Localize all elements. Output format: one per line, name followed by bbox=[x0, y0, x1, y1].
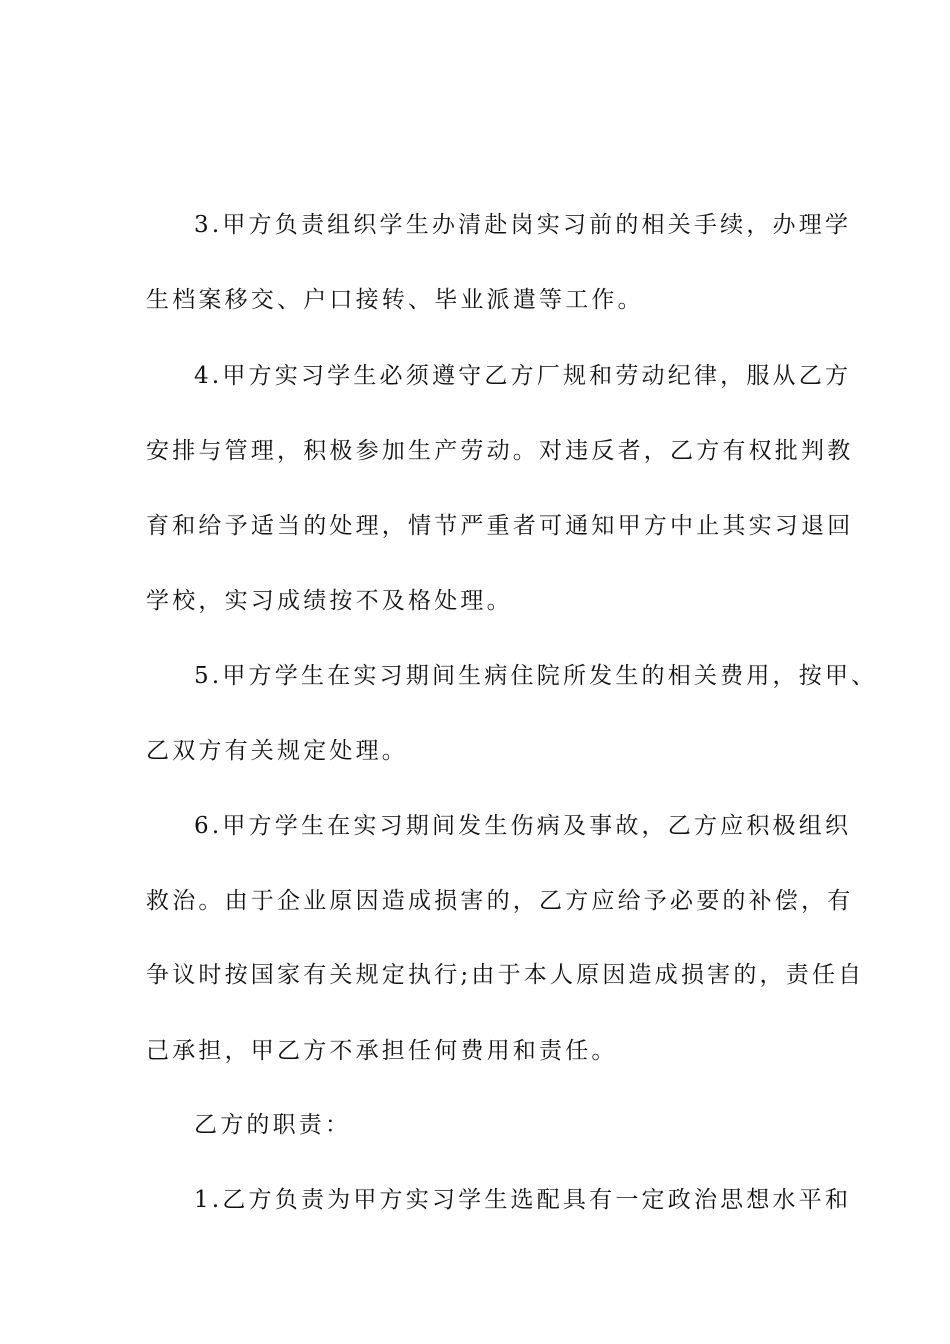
paragraph-3-line-1: 3.甲方负责组织学生办清赴岗实习前的相关手续，办理学 bbox=[194, 212, 852, 238]
paragraph-6-line-2: 救治。由于企业原因造成损害的，乙方应给予必要的补偿，有 bbox=[146, 888, 854, 914]
paragraph-4-line-2: 安排与管理，积极参加生产劳动。对违反者，乙方有权批判教 bbox=[146, 438, 854, 464]
paragraph-6-line-4: 己承担，甲乙方不承担任何费用和责任。 bbox=[146, 1038, 618, 1064]
section-heading: 乙方的职责： bbox=[194, 1112, 352, 1138]
paragraph-5-line-2: 乙双方有关规定处理。 bbox=[146, 738, 408, 764]
paragraph-4-line-4: 学校，实习成绩按不及格处理。 bbox=[146, 588, 513, 614]
paragraph-5-line-1: 5.甲方学生在实习期间生病住院所发生的相关费用，按甲、 bbox=[194, 663, 878, 689]
paragraph-4-line-3: 育和给予适当的处理，情节严重者可通知甲方中止其实习退回 bbox=[146, 513, 854, 539]
paragraph-3-line-2: 生档案移交、户口接转、毕业派遣等工作。 bbox=[146, 287, 644, 313]
paragraph-4-line-1: 4.甲方实习学生必须遵守乙方厂规和劳动纪律，服从乙方 bbox=[194, 363, 852, 389]
paragraph-6-line-3: 争议时按国家有关规定执行;由于本人原因造成损害的，责任自 bbox=[146, 962, 865, 988]
paragraph-b1-line-1: 1.乙方负责为甲方实习学生选配具有一定政治思想水平和 bbox=[194, 1187, 852, 1213]
paragraph-6-line-1: 6.甲方学生在实习期间发生伤病及事故，乙方应积极组织 bbox=[194, 813, 852, 839]
